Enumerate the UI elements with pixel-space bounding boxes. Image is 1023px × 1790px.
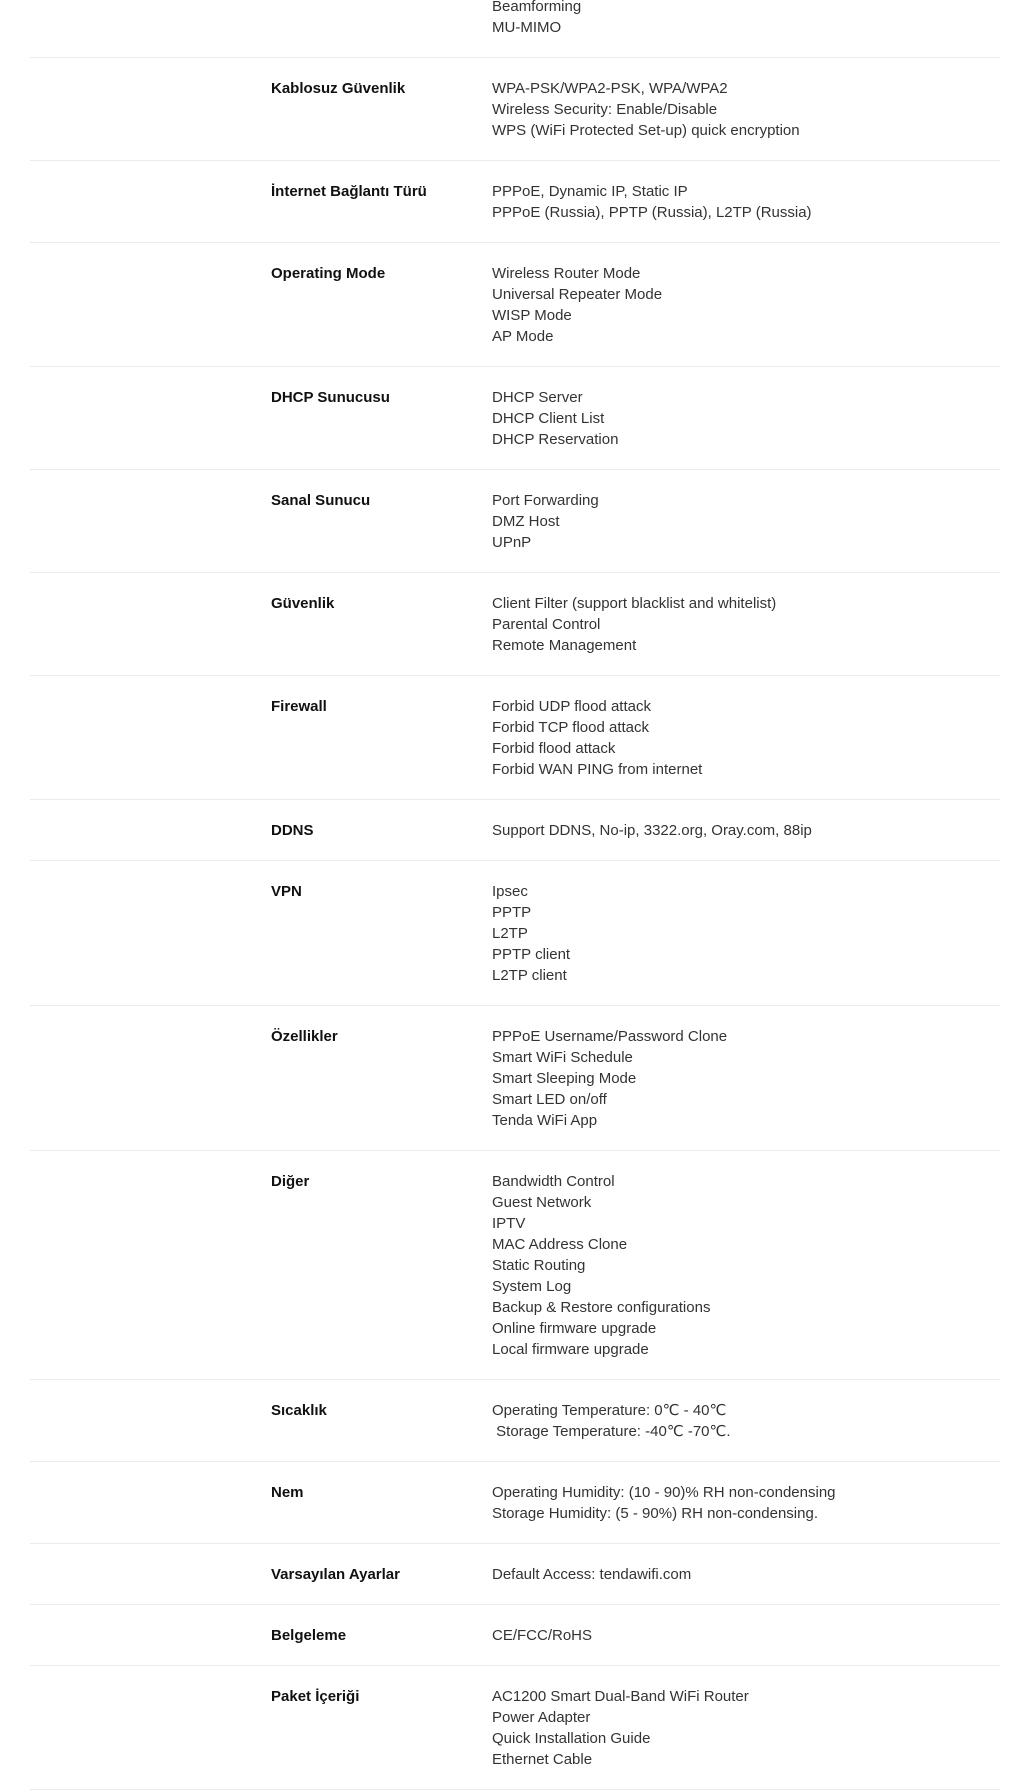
spec-label: DDNS [271,822,314,839]
spec-value: DMZ Host [492,513,560,530]
spec-values [492,593,1000,656]
spec-value: DHCP Client List [492,410,605,427]
spec-values [492,820,1000,841]
spec-value: Beamforming [492,0,582,15]
spec-table [30,0,1000,1790]
spec-values [492,0,1000,38]
spec-value: Universal Repeater Mode [492,286,663,303]
spec-label: Belgeleme [271,1627,347,1644]
spec-values [492,263,1000,347]
spec-value: WPS (WiFi Protected Set-up) quick encryption [492,122,800,139]
spec-values [492,1564,1000,1585]
spec-row [30,1605,1000,1666]
spec-label: Diğer [271,1173,310,1190]
spec-values [492,387,1000,450]
spec-value: Static Routing [492,1257,586,1274]
spec-value: Support DDNS, No-ip, 3322.org, Oray.com, 88ip [492,822,812,839]
spec-row [30,1462,1000,1544]
spec-value: Smart Sleeping Mode [492,1070,637,1087]
spec-value: Ethernet Cable [492,1751,593,1768]
spec-value: Online firmware upgrade [492,1320,657,1337]
spec-value: Guest Network [492,1194,592,1211]
spec-label: Kablosuz Güvenlik [271,80,406,97]
spec-value: Forbid UDP flood attack [492,698,651,715]
spec-value: Forbid TCP flood attack [492,719,650,736]
spec-value: Storage Humidity: (5 - 90%) RH non-condensing. [492,1505,818,1522]
spec-values [492,1400,1000,1442]
spec-value: DHCP Reservation [492,431,619,448]
spec-value: DHCP Server [492,389,583,406]
spec-value: MAC Address Clone [492,1236,628,1253]
spec-value: Power Adapter [492,1709,591,1726]
spec-row [30,861,1000,1006]
spec-value: Local firmware upgrade [492,1341,649,1358]
spec-row [30,676,1000,800]
spec-row [30,0,1000,58]
spec-value: Smart WiFi Schedule [492,1049,633,1066]
spec-label: Sanal Sunucu [271,492,371,509]
spec-value: Backup & Restore configurations [492,1299,711,1316]
spec-values [492,1625,1000,1646]
spec-value: PPPoE, Dynamic IP, Static IP [492,183,688,200]
spec-label: Paket İçeriği [271,1688,360,1705]
spec-value: Tenda WiFi App [492,1112,598,1129]
spec-row [30,58,1000,161]
spec-row [30,1544,1000,1605]
spec-label: Operating Mode [271,265,386,282]
spec-value: Ipsec [492,883,528,900]
spec-value: PPTP [492,904,532,921]
spec-label: Varsayılan Ayarlar [271,1566,400,1583]
spec-values [492,181,1000,223]
spec-values [492,1482,1000,1524]
spec-value: PPTP client [492,946,571,963]
spec-row [30,1380,1000,1462]
spec-value: Operating Humidity: (10 - 90)% RH non-condensing [492,1484,836,1501]
spec-value: Port Forwarding [492,492,599,509]
spec-row [30,470,1000,573]
spec-row [30,367,1000,470]
spec-value: Remote Management [492,637,637,654]
spec-row [30,243,1000,367]
spec-value: WPA-PSK/WPA2-PSK, WPA/WPA2 [492,80,728,97]
spec-values [492,1686,1000,1770]
spec-values [492,696,1000,780]
spec-values [492,1171,1000,1360]
spec-value: AP Mode [492,328,554,345]
spec-label: Nem [271,1484,304,1501]
spec-label: Sıcaklık [271,1402,327,1419]
spec-values [492,78,1000,141]
spec-value: MU-MIMO [492,19,562,36]
spec-values [492,1026,1000,1131]
spec-value: Forbid WAN PING from internet [492,761,703,778]
spec-value: Wireless Security: Enable/Disable [492,101,718,118]
spec-label: Güvenlik [271,595,335,612]
spec-value: WISP Mode [492,307,572,324]
spec-label: VPN [271,883,302,900]
spec-value: L2TP client [492,967,567,984]
spec-label: Özellikler [271,1028,338,1045]
spec-value: Wireless Router Mode [492,265,641,282]
spec-values [492,490,1000,553]
spec-values [492,881,1000,986]
spec-row [30,161,1000,243]
spec-value: PPPoE Username/Password Clone [492,1028,728,1045]
spec-row [30,800,1000,861]
spec-value: Bandwidth Control [492,1173,615,1190]
spec-value: CE/FCC/RoHS [492,1627,593,1644]
spec-value: AC1200 Smart Dual-Band WiFi Router [492,1688,749,1705]
spec-label [30,0,492,38]
spec-row [30,573,1000,676]
spec-value: IPTV [492,1215,526,1232]
spec-row [30,1666,1000,1790]
spec-label: İnternet Bağlantı Türü [271,183,427,200]
spec-value: Forbid flood attack [492,740,616,757]
spec-value: Storage Temperature: -40℃ -70℃. [492,1423,731,1440]
spec-value: Client Filter (support blacklist and whitelist) [492,595,777,612]
spec-value: Quick Installation Guide [492,1730,651,1747]
spec-value: Parental Control [492,616,601,633]
spec-value: UPnP [492,534,532,551]
spec-row [30,1006,1000,1151]
spec-value: Operating Temperature: 0℃ - 40℃ [492,1402,727,1419]
spec-value: L2TP [492,925,528,942]
spec-value: PPPoE (Russia), PPTP (Russia), L2TP (Russia) [492,204,812,221]
spec-value: System Log [492,1278,572,1295]
spec-value: Smart LED on/off [492,1091,607,1108]
spec-label: Firewall [271,698,327,715]
spec-label: DHCP Sunucusu [271,389,390,406]
spec-value: Default Access: tendawifi.com [492,1566,692,1583]
spec-row [30,1151,1000,1380]
